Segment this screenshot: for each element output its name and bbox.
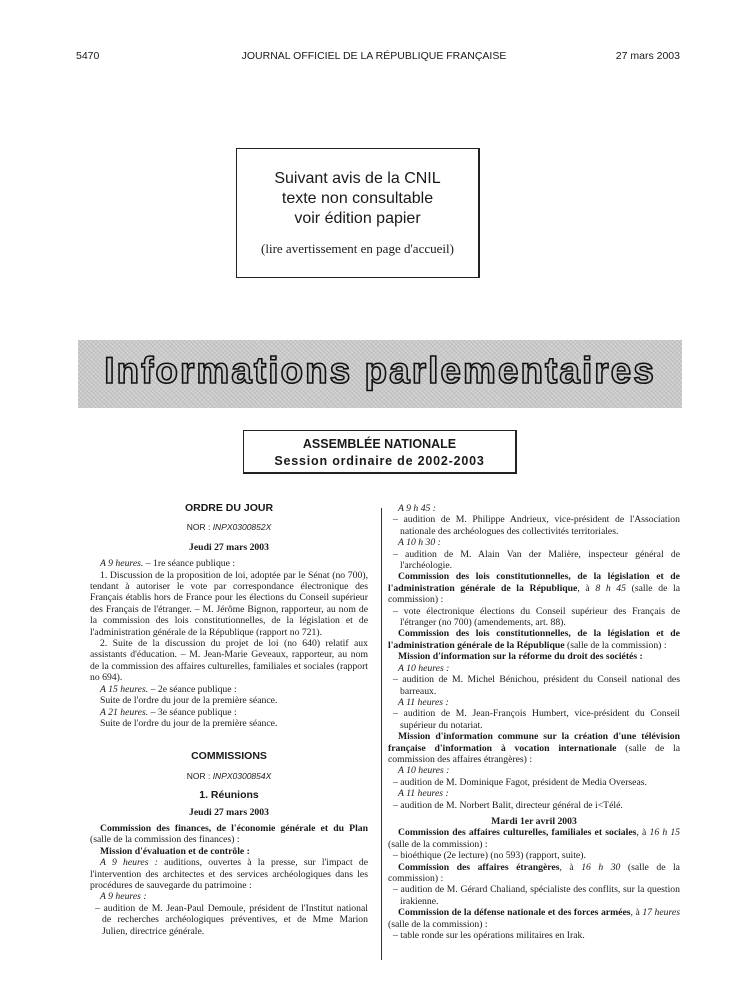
list-item: – audition de M. Jean-Paul Demoule, président de l'Institut national de recherches archéologiques préventives, et de Mme Marion Julien, directrice générale. <box>95 902 368 937</box>
time-label: A 9 heures. <box>100 558 144 570</box>
list-item: – audition de M. Norbert Balit, directeur général de i<Télé. <box>393 799 623 811</box>
cnil-notice-box <box>236 148 480 278</box>
journal-title: JOURNAL OFFICIEL DE LA RÉPUBLIQUE FRANÇAISE <box>241 50 507 62</box>
paragraph: Suite de l'ordre du jour de la première séance. <box>100 695 278 707</box>
nor-line-2 <box>90 771 368 782</box>
time-label: A 9 h 45 : <box>398 503 437 514</box>
time-label: A 11 heures : <box>398 788 449 800</box>
list-item: – vote électronique élections du Conseil supérieur des Français de l'étranger (no 700) (amendements, art. 88). <box>393 605 680 629</box>
time-label: A 15 heures. <box>100 683 149 695</box>
nor-code: INPX0300852X <box>212 522 272 533</box>
cnil-line-3: voir édition papier <box>294 210 421 227</box>
time-label: A 10 heures : <box>398 765 450 777</box>
list-item: – table ronde sur les opérations militaires en Irak. <box>393 930 585 942</box>
mission-heading: Mission d'évaluation et de contrôle : <box>100 845 250 857</box>
page-number: 5470 <box>76 50 100 62</box>
mission-heading: Mission d'information commune sur la création d'une télévision française d'information à vocation internationale (salle de la commission des affaires étrangères) : <box>388 731 680 765</box>
cnil-line-2: texte non consultable <box>281 190 434 207</box>
cnil-note: (lire avertissement en page d'accueil) <box>261 241 454 256</box>
date-heading: Jeudi 27 mars 2003 <box>189 541 269 553</box>
commission-heading: Commission des lois constitutionnelles, de la législation et de l'administration générale de la République (salle de la commission) : <box>388 628 680 651</box>
issue-date: 27 mars 2003 <box>615 50 680 62</box>
section-banner <box>78 340 682 408</box>
time-label: A 21 heures. <box>100 706 149 718</box>
list-item: – audition de M. Gérard Chaliand, spécialiste des conflits, sur la question irakienne. <box>393 884 680 907</box>
time-label: A 10 h 30 : <box>398 537 441 549</box>
paragraph: 1. Discussion de la proposition de loi, adoptée par le Sénat (no 700), tendant à autoriser le vote par correspondance électronique des Français établis hors de France pour les élections du Conseil supérieur des Français de l'étranger. – M. Jérôme Bignon, rapporteur, au nom de la commission des lois constitutionnelles, de la législation et de l'administration générale de la République (rapport no 721). <box>90 569 368 638</box>
paragraph: Suite de l'ordre du jour de la première séance. <box>100 717 278 729</box>
column-divider <box>381 508 382 960</box>
cnil-line-1: Suivant avis de la CNIL <box>274 170 441 187</box>
banner-title: Informations parlementaires <box>104 350 656 391</box>
list-item: – audition de M. Philippe Andrieux, vice-président de l'Association nationale des archéologues des collectivités territoriales. <box>393 514 680 537</box>
mission-heading: Mission d'information sur la réforme du droit des sociétés : <box>398 651 643 663</box>
paragraph: A 21 heures. – 3e séance publique : <box>100 706 237 718</box>
nor-label: NOR : <box>186 770 211 781</box>
time-label: A 11 heures : <box>398 696 449 708</box>
list-item: – audition de M. Jean-François Humbert, vice-président du Conseil supérieur du notariat. <box>393 708 680 731</box>
nor-line-1 <box>90 522 368 533</box>
list-item: – audition de M. Alain Van der Malière, inspecteur général de l'archéologie. <box>393 548 680 572</box>
commission-heading: Commission des affaires culturelles, familiales et sociales, à 16 h 15 (salle de la commission) : <box>388 827 681 850</box>
reunions-title: 1. Réunions <box>199 789 259 802</box>
paragraph: 2. Suite de la discussion du projet de loi (no 640) relatif aux assistants d'éducation. – M. Jean-Marie Geveaux, rapporteur, au nom de la commission des affaires culturelles, familiales et sociales (rapport no 694). <box>90 638 368 684</box>
time-label: A 9 heures : <box>100 891 147 903</box>
date-heading: Mardi 1er avril 2003 <box>491 815 577 827</box>
list-item: – bioéthique (2e lecture) (no 593) (rapport, suite). <box>393 850 586 862</box>
list-item: – audition de M. Dominique Fagot, président de Media Overseas. <box>393 776 647 788</box>
time-label: A 9 heures : <box>100 857 158 869</box>
nor-label: NOR : <box>186 522 211 533</box>
date-heading: Jeudi 27 mars 2003 <box>189 806 269 818</box>
left-column <box>90 503 368 937</box>
paragraph: A 15 heures. – 2e séance publique : <box>100 683 237 695</box>
commission-heading: Commission de la défense nationale et des forces armées, à 17 heures (salle de la commission) : <box>388 907 680 930</box>
ordre-du-jour-title: ORDRE DU JOUR <box>184 502 274 514</box>
paragraph: A 9 heures. – 1re séance publique : <box>100 558 236 570</box>
commission-heading: Commission des affaires étrangères, à 16 h 30 (salle de la commission) : <box>388 861 680 884</box>
commission-heading: Commission des lois constitutionnelles, de la législation et de l'administration générale de la République, à 8 h 45 (salle de la commission) : <box>388 571 680 606</box>
nor-code: INPX0300854X <box>212 770 272 781</box>
time-label: A 10 heures : <box>398 662 450 674</box>
commissions-title: COMMISSIONS <box>191 750 267 763</box>
list-item: – audition de M. Michel Bénichou, président du Conseil national des barreaux. <box>393 674 680 697</box>
commission-heading: Commission des finances, de l'économie générale et du Plan (salle de la commission des finances) : <box>90 822 368 846</box>
assembly-name: ASSEMBLÉE NATIONALE <box>302 437 457 451</box>
paragraph: A 9 heures : auditions, ouvertes à la presse, sur l'impact de l'intervention des architectes et des services archéologiques dans les procédures de sauvegarde du patrimoine : <box>90 857 369 891</box>
assembly-session: Session ordinaire de 2002-2003 <box>274 454 485 468</box>
right-column <box>388 503 680 941</box>
assembly-box <box>243 430 517 474</box>
